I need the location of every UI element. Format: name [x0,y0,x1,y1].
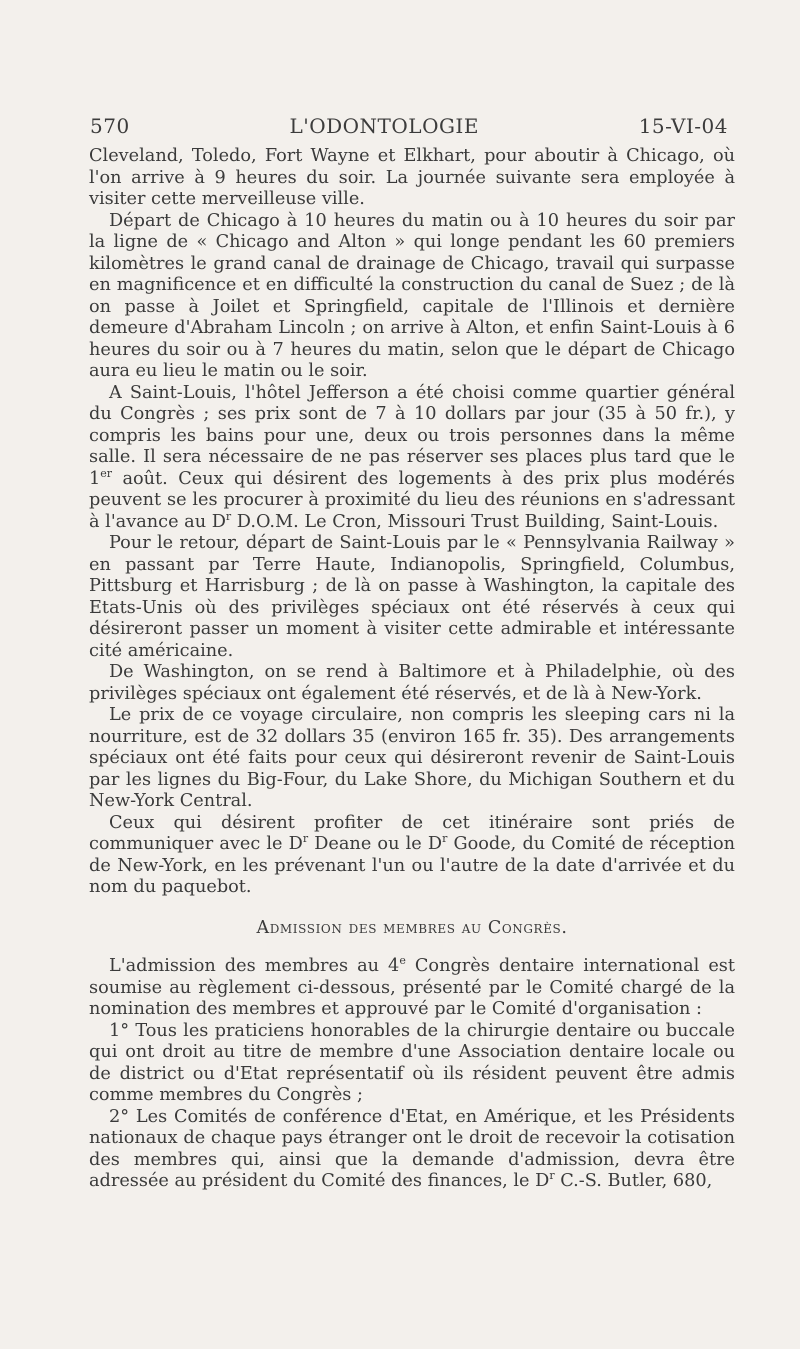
paragraph: 1° Tous les praticiens honorables de la chirurgie dentaire ou buccale qui ont droit au titre de membre d'une Association dentaire locale ou de district ou d'Etat représentatif où ils résident peuvent être admis comme membres du Congrès ; [89,1020,735,1105]
paragraph: 2° Les Comités de conférence d'Etat, en Amérique, et les Présidents nationaux de chaque pays étranger ont le droit de recevoir la cotisation des membres qui, ainsi que la demande d'admission, devra être adressée au président du Comité des finances, le $D^r$ C.-S. Butler, 680, [89,1106,735,1191]
journal-title: L'ODONTOLOGIE [289,114,479,138]
running-header [90,114,728,138]
paragraph: Pour le retour, départ de Saint-Louis par le « Pennsylvania Railway » en passant par Terre Haute, Indianopolis, Springfield, Columbus, Pittsburg et Harrisburg ; de là on passe à Washington, la capitale des Etats-Unis où des privilèges spéciaux ont été réservés à ceux qui désireront passer un moment à visiter cette admirable et intéressante cité américaine. [89,533,735,661]
paragraph: Départ de Chicago à 10 heures du matin ou à 10 heures du soir par la ligne de « Chicago and Alton » qui longe pendant les 60 premiers kilomètres le grand canal de drainage de Chicago, travail qui surpasse en magnificence et en difficulté la construction du canal de Suez ; de là on passe à Joilet et Springfield, capitale de l'Illinois et dernière demeure d'Abraham Lincoln ; on arrive à Alton, et enfin Saint-Louis à 6 heures du soir ou à 7 heures du matin, selon que le départ de Chicago aura eu lieu le matin ou le soir. [89,210,735,381]
paragraph: L'admission des membres au 4e Congrès dentaire international est soumise au règlement ci-dessous, présenté par le Comité chargé de la nomination des membres et approuvé par le Comité d'organisation : [89,954,735,1019]
page-number: 570 [90,114,130,138]
body-text [89,146,735,1193]
paragraph: Ceux qui désirent profiter de cet itinéraire sont priés de communiquer avec le $D^r$ Deane ou le $D^r$ Goode, du Comité de réception de New-York, en les prévenant l'un ou l'autre de la date d'arrivée et du nom du paquebot. [89,812,735,897]
paragraph: Cleveland, Toledo, Fort Wayne et Elkhart, pour aboutir à Chicago, où l'on arrive à 9 heures du soir. La journée suivante sera employée à visiter cette merveilleuse ville. [89,146,735,209]
paragraph: Le prix de ce voyage circulaire, non compris les sleeping cars ni la nourriture, est de 32 dollars 35 (environ 165 fr. 35). Des arrangements spéciaux ont été faits pour ceux qui désireront revenir de Saint-Louis par les lignes du Big-Four, du Lake Shore, du Michigan Southern et du New-York Central. [89,705,735,811]
paragraph: A Saint-Louis, l'hôtel Jefferson a été choisi comme quartier général du Congrès ; ses prix sont de 7 à 10 dollars par jour (35 à 50 fr.), y compris les bains pour une, deux ou trois personnes dans la même salle. Il sera nécessaire de ne pas réserver ses places plus tard que le 1er août. Ceux qui désirent des logements à des prix plus modérés peuvent se les procurer à proximité du lieu des réunions en s'adressant à l'avance au $D^r$ D.O.M. Le Cron, Missouri Trust Building, Saint-Louis. [89,382,735,532]
paragraph: De Washington, on se rend à Baltimore et à Philadelphie, où des privilèges spéciaux ont également été réservés, et de là à New-York. [89,662,735,704]
section-heading: Admission des membres au Congrès. [256,917,568,938]
issue-date: 15-VI-04 [638,114,728,138]
